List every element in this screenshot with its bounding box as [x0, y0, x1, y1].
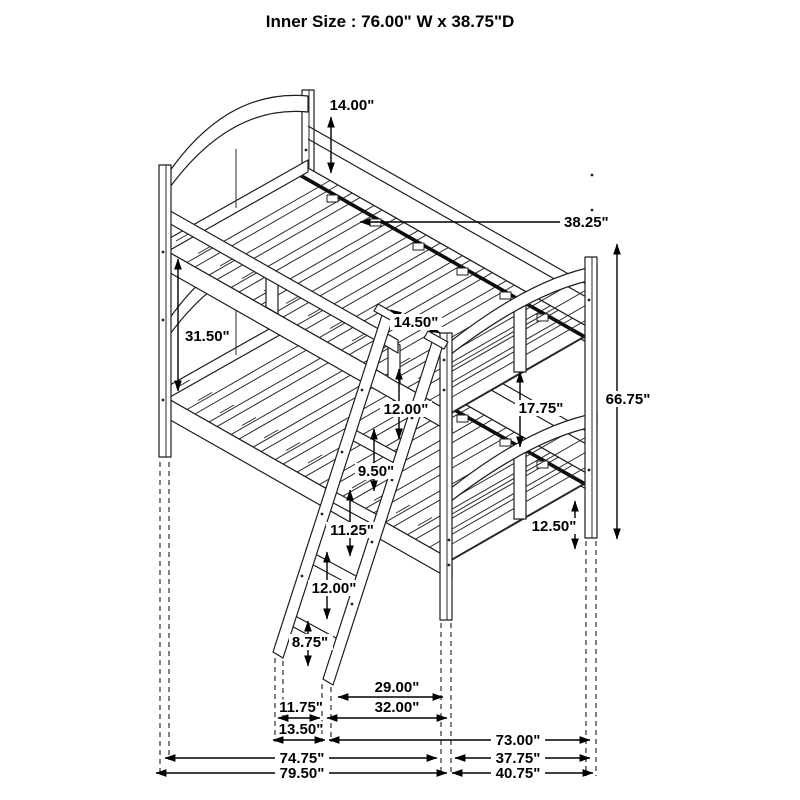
dim-ladder-foot-offset: 29.00": [374, 679, 420, 696]
rear-right-post: [585, 257, 597, 538]
dim-overall-height: 66.75": [605, 391, 651, 408]
dim-lower-rail-to-floor: 12.50": [531, 518, 577, 535]
dim-ladder-span: 32.00": [374, 699, 420, 716]
dim-ladder-inner-width: 11.75": [279, 699, 323, 716]
dim-guardrail-height: 12.00": [383, 401, 429, 418]
dim-bed-length: 74.75": [279, 750, 325, 767]
dim-frame-length: 73.00": [495, 732, 541, 749]
dim-frame-depth: 37.75": [495, 750, 541, 767]
dim-ladder-hook-width: 14.50": [393, 314, 439, 331]
dim-step-gap-lower: 12.00": [311, 580, 357, 597]
diagram-title: Inner Size : 76.00" W x 38.75"D: [265, 12, 515, 31]
dim-step-gap-middle: 11.25": [330, 522, 374, 539]
dim-step-to-floor: 8.75": [291, 634, 329, 651]
dim-headboard-height: 14.00": [329, 97, 375, 114]
dim-footboard-gap-height: 17.75": [518, 400, 564, 417]
front-right-post: [440, 333, 452, 620]
dim-ladder-outer-width: 13.50": [278, 721, 324, 738]
dim-overall-length: 79.50": [279, 765, 325, 782]
dim-bunk-gap-height: 31.50": [185, 328, 230, 345]
dim-step-gap-top: 9.50": [357, 463, 395, 480]
dim-top-depth: 38.25": [564, 214, 609, 231]
dim-overall-depth: 40.75": [495, 765, 541, 782]
bunk-bed-drawing: [159, 90, 597, 776]
front-left-post: [159, 165, 171, 457]
